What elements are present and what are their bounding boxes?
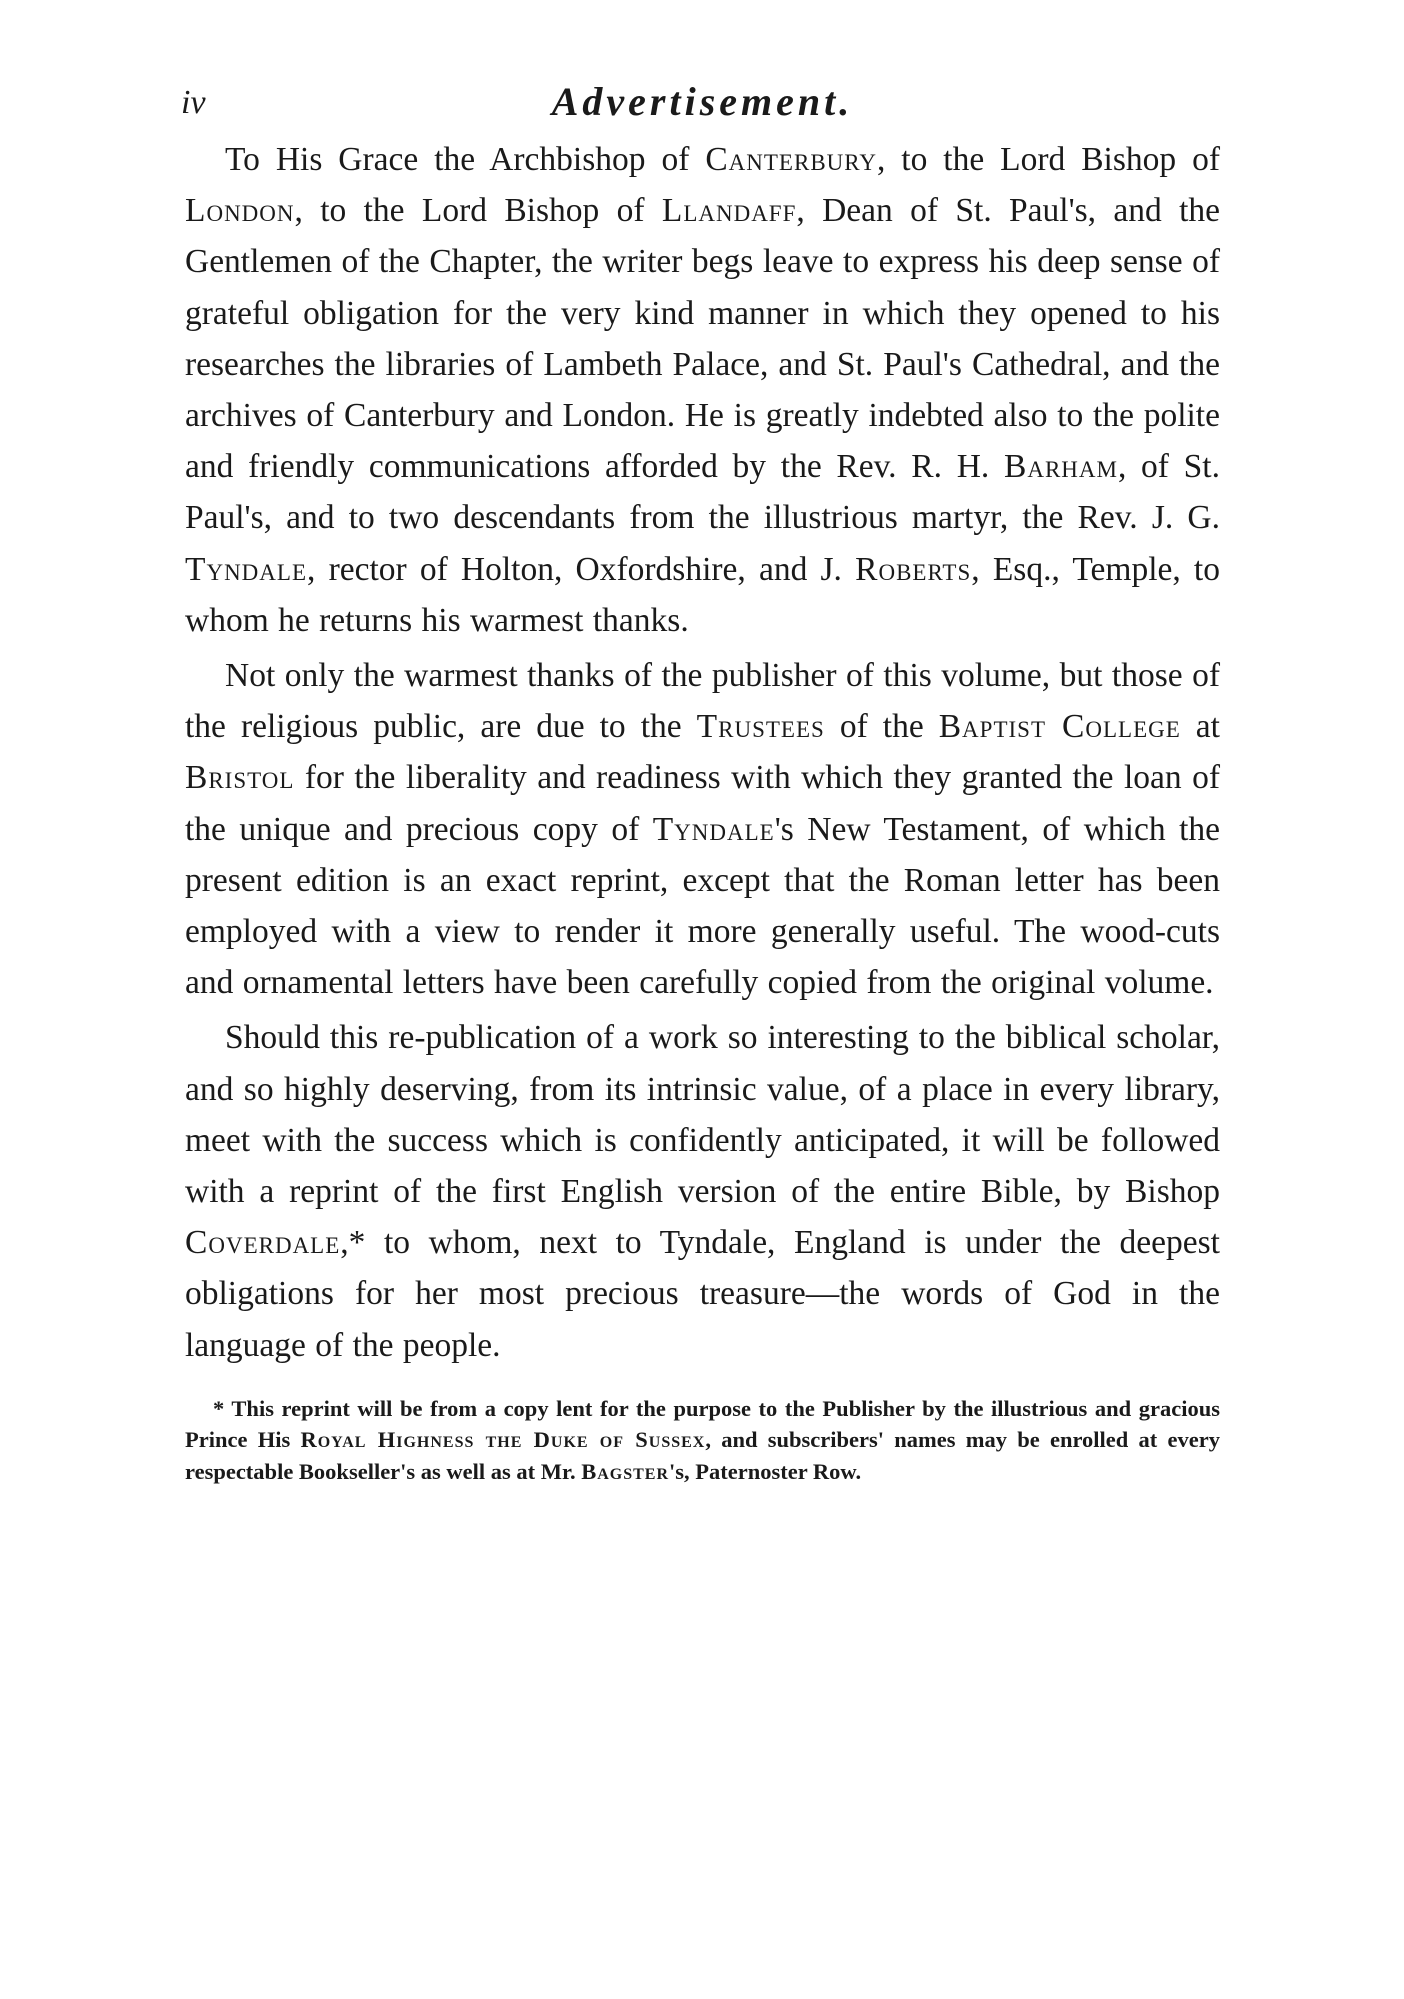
text-run: 's, Paternoster Row.: [669, 1458, 862, 1484]
text-run: ,* to whom, next to Tyndale, England is under the deepest obligations for her most precious treasure—the words of God in the language of the people.: [185, 1224, 1220, 1364]
text-run: * This reprint will be from a copy lent for the purpose to the Publisher by the illustrious and gracious Prince His: [185, 1395, 1220, 1453]
small-caps-name: Bristol: [185, 759, 295, 797]
page-number: iv: [181, 84, 206, 121]
text-run: for the liberality and readiness with which they granted the loan of the unique and precious copy of: [185, 759, 1220, 848]
document-page: [181, 78, 1220, 1487]
small-caps-name: Bagster: [581, 1458, 670, 1484]
small-caps-name: Coverdale: [185, 1224, 341, 1262]
text-run: , to the Lord Bishop of: [294, 192, 662, 230]
small-caps-name: Llandaff: [661, 192, 797, 230]
small-caps-name: Tyndale: [652, 810, 775, 848]
text-run: , of St. Paul's, and to two descendants from the illustrious martyr, the Rev. J. G.: [185, 448, 1220, 537]
text-run: Not only the warmest thanks of the publisher of this volume, but those of the religious public, are due to the: [185, 657, 1220, 746]
small-caps-name: Trustees: [696, 708, 825, 746]
paragraph-republication: [185, 1012, 1220, 1370]
text-run: , and subscribers' names may be enrolled at every respectable Bookseller's as well as at Mr.: [185, 1427, 1220, 1484]
body-text: [185, 134, 1220, 1371]
text-run: , Esq., Temple, to whom he returns his warmest thanks.: [185, 550, 1220, 639]
text-run: , rector of Holton, Oxfordshire, and J.: [307, 550, 856, 588]
footnote: [185, 1393, 1220, 1488]
text-run: of the: [824, 708, 939, 746]
text-run: To His Grace the Archbishop of: [225, 141, 706, 178]
text-run: Should this re-publication of a work so interesting to the biblical scholar, and so highly deserving, from its intrinsic value, of a place in every library, meet with the success which is confidently anticipated, it will be followed with a reprint of the first English version of the entire Bible, by Bishop: [185, 1019, 1220, 1211]
small-caps-name: Barham: [1004, 448, 1118, 486]
small-caps-name: Royal Highness the Duke of Sussex: [300, 1427, 706, 1453]
small-caps-name: Tyndale: [185, 550, 308, 588]
paragraph-trustees: [185, 650, 1220, 1008]
paragraph-acknowledgements: [185, 134, 1220, 646]
small-caps-name: London: [185, 192, 295, 230]
text-run: , to the Lord Bishop of: [876, 141, 1220, 178]
page-title: Advertisement.: [551, 79, 854, 124]
small-caps-name: Roberts: [855, 550, 972, 588]
running-header: [181, 78, 1220, 134]
text-run: at: [1180, 708, 1220, 746]
text-run: 's New Testament, of which the present edition is an exact reprint, except that the Roman letter has been employed with a view to render it more generally useful. The wood-cuts and ornamental letters have been carefully copied from the original volume.: [185, 810, 1220, 1002]
small-caps-name: Canterbury: [705, 141, 877, 178]
text-run: , Dean of St. Paul's, and the Gentlemen of the Chapter, the writer begs leave to express his deep sense of grateful obligation for the very kind manner in which they opened to his researches the libraries of Lambeth Palace, and St. Paul's Cathedral, and the archives of Canterbury and London. He is greatly indebted also to the polite and friendly communications afforded by the Rev. R. H.: [185, 192, 1220, 486]
small-caps-name: Baptist College: [938, 708, 1181, 746]
